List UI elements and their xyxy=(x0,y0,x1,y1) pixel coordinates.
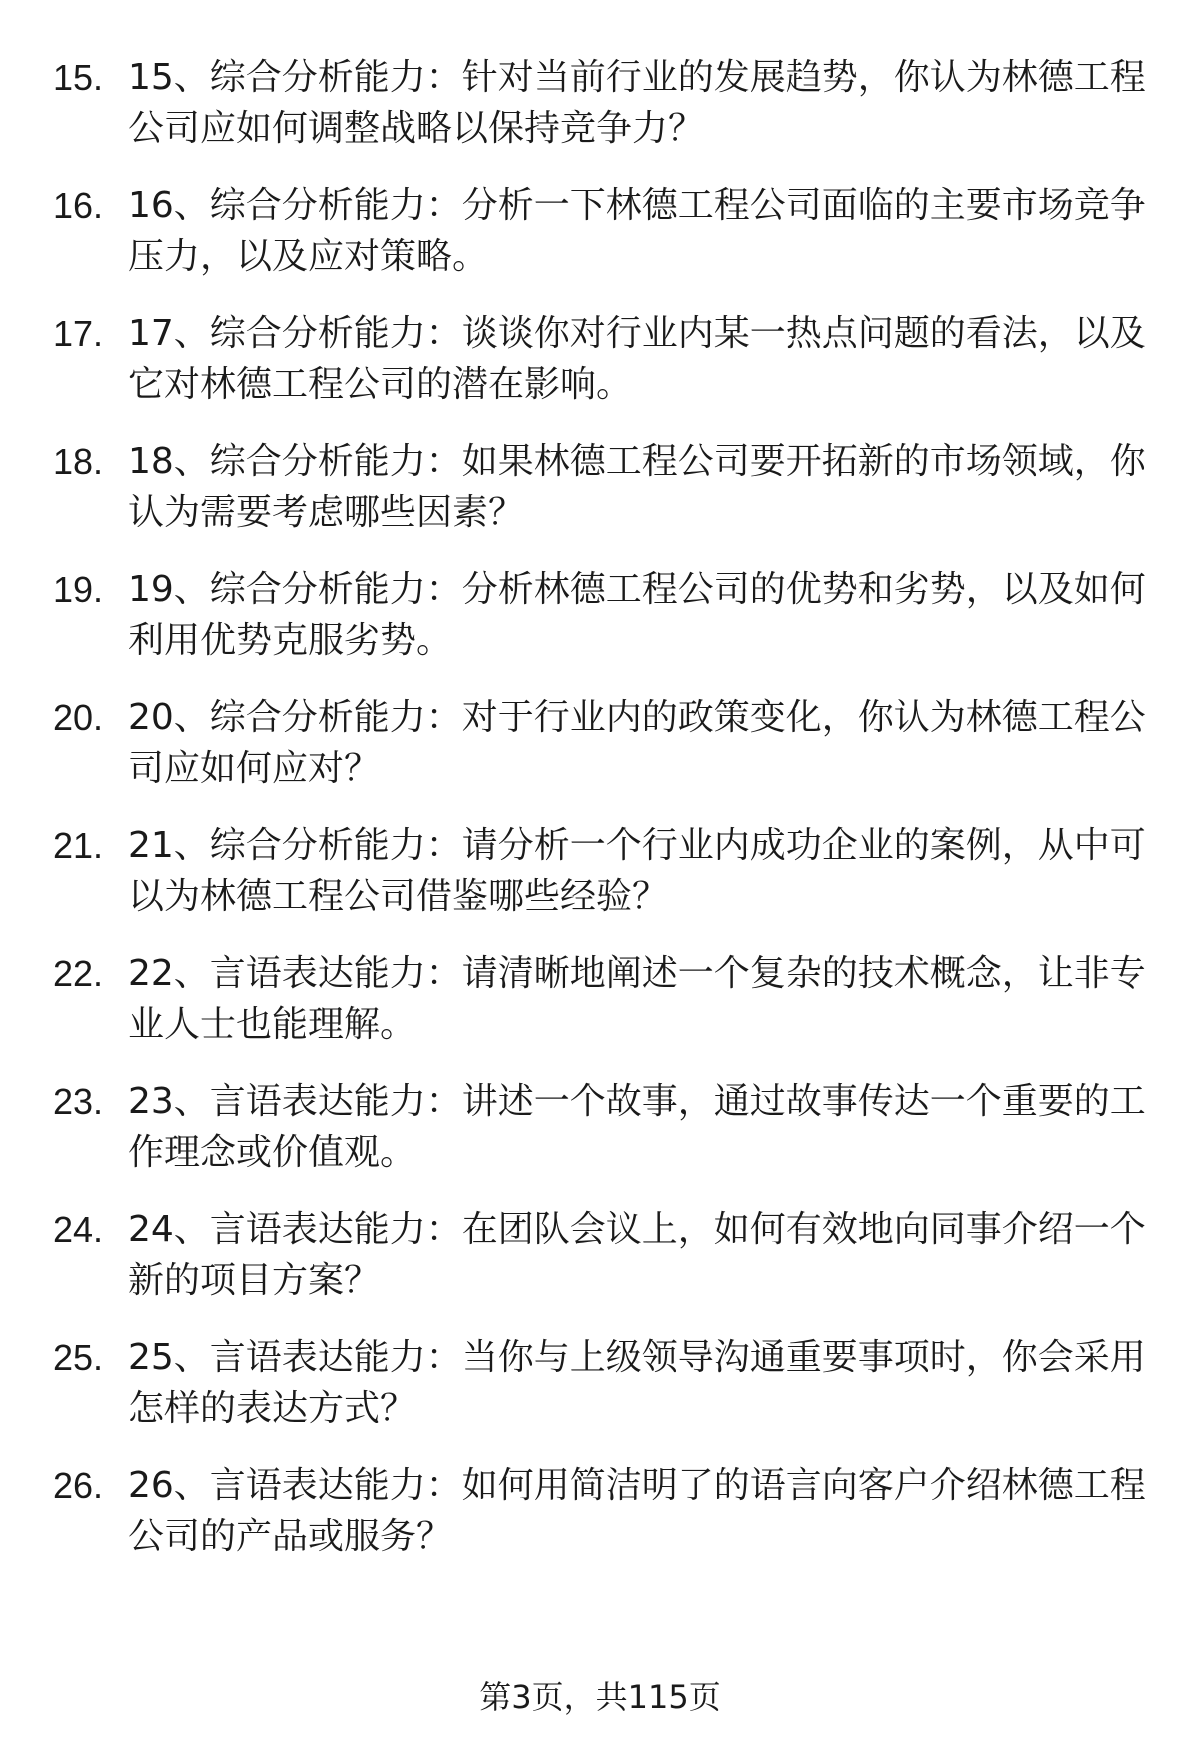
list-item xyxy=(0,308,1200,436)
question-number: 24. xyxy=(53,1209,104,1250)
question-text: 15、综合分析能力：针对当前行业的发展趋势，你认为林德工程公司应如何调整战略以保持竞争力？ xyxy=(128,57,1146,149)
question-text: 17、综合分析能力：谈谈你对行业内某一热点问题的看法，以及它对林德工程公司的潜在影响。 xyxy=(128,313,1146,405)
list-item xyxy=(0,1460,1200,1588)
list-item xyxy=(0,1332,1200,1460)
question-text: 23、言语表达能力：讲述一个故事，通过故事传达一个重要的工作理念或价值观。 xyxy=(128,1081,1146,1173)
list-item xyxy=(0,692,1200,820)
question-number: 18. xyxy=(53,441,104,482)
question-number: 16. xyxy=(53,185,104,226)
list-item xyxy=(0,1204,1200,1332)
question-number: 15. xyxy=(53,57,104,98)
question-number: 17. xyxy=(53,313,104,354)
question-number: 20. xyxy=(53,697,104,738)
question-number: 25. xyxy=(53,1337,104,1378)
question-number: 26. xyxy=(53,1465,104,1506)
question-text: 19、综合分析能力：分析林德工程公司的优势和劣势，以及如何利用优势克服劣势。 xyxy=(128,569,1146,661)
list-item xyxy=(0,1076,1200,1204)
question-text: 18、综合分析能力：如果林德工程公司要开拓新的市场领域，你认为需要考虑哪些因素？ xyxy=(128,441,1146,533)
question-number: 22. xyxy=(53,953,104,994)
list-item xyxy=(0,564,1200,692)
list-item xyxy=(0,820,1200,948)
question-text: 26、言语表达能力：如何用简洁明了的语言向客户介绍林德工程公司的产品或服务？ xyxy=(128,1465,1146,1557)
question-number: 19. xyxy=(53,569,104,610)
question-text: 24、言语表达能力：在团队会议上，如何有效地向同事介绍一个新的项目方案？ xyxy=(128,1209,1146,1301)
question-text: 25、言语表达能力：当你与上级领导沟通重要事项时，你会采用怎样的表达方式？ xyxy=(128,1337,1146,1429)
list-item xyxy=(0,52,1200,180)
question-text: 22、言语表达能力：请清晰地阐述一个复杂的技术概念，让非专业人士也能理解。 xyxy=(128,953,1146,1045)
question-text: 20、综合分析能力：对于行业内的政策变化，你认为林德工程公司应如何应对？ xyxy=(128,697,1146,789)
question-text: 21、综合分析能力：请分析一个行业内成功企业的案例，从中可以为林德工程公司借鉴哪些经验？ xyxy=(128,825,1146,917)
list-item xyxy=(0,180,1200,308)
list-item xyxy=(0,948,1200,1076)
question-number: 21. xyxy=(53,825,104,866)
question-list xyxy=(0,52,1200,1588)
question-number: 23. xyxy=(53,1081,104,1122)
page-number-footer: 第3页，共115页 xyxy=(479,1678,721,1716)
question-text: 16、综合分析能力：分析一下林德工程公司面临的主要市场竞争压力，以及应对策略。 xyxy=(128,185,1146,277)
list-item xyxy=(0,436,1200,564)
